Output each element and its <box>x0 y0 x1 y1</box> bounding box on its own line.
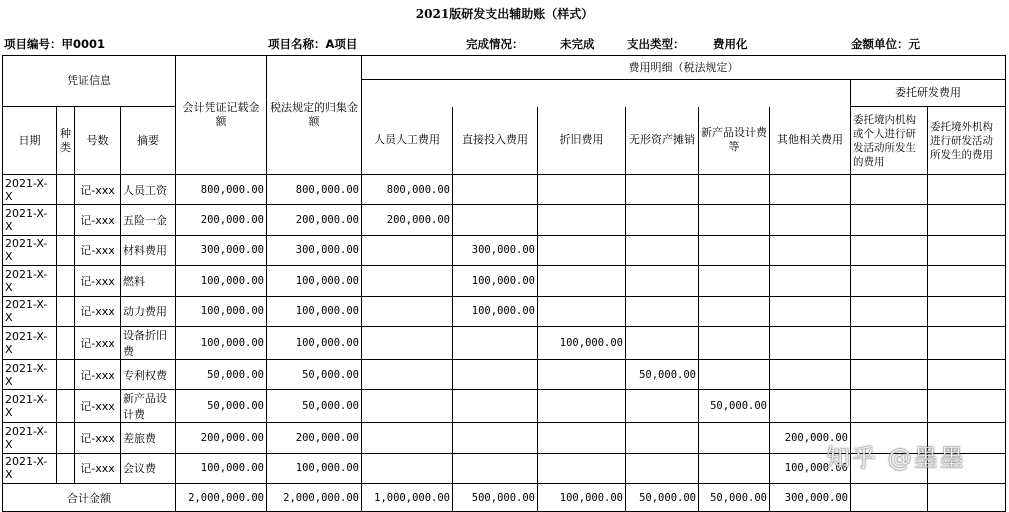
table-row <box>3 296 1006 326</box>
cell-other <box>770 296 851 326</box>
cell-tax-amount: 200,000.00 <box>267 205 362 235</box>
cell-accounting-amount: 100,000.00 <box>176 326 267 359</box>
total-accounting: 2,000,000.00 <box>176 484 267 512</box>
depreciation-header: 折旧费用 <box>538 107 626 175</box>
cell-summary: 燃料 <box>121 266 176 296</box>
cell-number: 记-xxx <box>75 266 121 296</box>
accounting-amount-header: 会计凭证记载金额 <box>176 56 267 175</box>
table-row <box>3 390 1006 423</box>
cell-new-product <box>699 266 770 296</box>
cell-entrusted-domestic <box>851 296 928 326</box>
cell-direct-input: 300,000.00 <box>453 235 538 265</box>
cell-number: 记-xxx <box>75 423 121 453</box>
cell-personnel <box>362 359 453 389</box>
total-depreciation: 100,000.00 <box>538 484 626 512</box>
total-tax: 2,000,000.00 <box>267 484 362 512</box>
cell-entrusted-domestic <box>851 359 928 389</box>
cell-date: 2021-X-X <box>3 296 57 326</box>
cell-accounting-amount: 50,000.00 <box>176 390 267 423</box>
table-row <box>3 235 1006 265</box>
cell-other <box>770 235 851 265</box>
cell-entrusted-foreign <box>928 296 1006 326</box>
cell-kind <box>57 205 75 235</box>
cell-other <box>770 175 851 205</box>
cell-accounting-amount: 100,000.00 <box>176 296 267 326</box>
table-row <box>3 175 1006 205</box>
cell-kind <box>57 390 75 423</box>
kind-header: 种类 <box>57 107 75 175</box>
cell-intangible <box>626 453 699 483</box>
cell-depreciation <box>538 205 626 235</box>
other-expense-header: 其他相关费用 <box>770 107 851 175</box>
cell-new-product <box>699 296 770 326</box>
total-personnel: 1,000,000.00 <box>362 484 453 512</box>
total-direct: 500,000.00 <box>453 484 538 512</box>
cell-other <box>770 205 851 235</box>
cell-direct-input <box>453 205 538 235</box>
cell-kind <box>57 423 75 453</box>
cell-summary: 会议费 <box>121 453 176 483</box>
tax-amount-header: 税法规定的归集金额 <box>267 56 362 175</box>
cell-number: 记-xxx <box>75 359 121 389</box>
cell-entrusted-domestic <box>851 235 928 265</box>
cell-summary: 设备折旧费 <box>121 326 176 359</box>
cell-depreciation <box>538 423 626 453</box>
cell-number: 记-xxx <box>75 296 121 326</box>
personnel-header: 人员人工费用 <box>362 107 453 175</box>
intangible-header: 无形资产摊销 <box>626 107 699 175</box>
table-row <box>3 266 1006 296</box>
total-row <box>3 484 1006 512</box>
cell-depreciation <box>538 235 626 265</box>
total-label: 合计金额 <box>3 484 176 512</box>
cell-number: 记-xxx <box>75 235 121 265</box>
cell-accounting-amount: 100,000.00 <box>176 453 267 483</box>
total-other: 300,000.00 <box>770 484 851 512</box>
watermark: 知乎 @墨墨 <box>826 444 966 472</box>
expense-type-label: 支出类型： <box>627 37 685 51</box>
amount-unit: 金额单位：元 <box>851 37 920 51</box>
cell-entrusted-domestic <box>851 390 928 423</box>
cell-depreciation <box>538 266 626 296</box>
cell-new-product <box>699 423 770 453</box>
cell-entrusted-domestic <box>851 326 928 359</box>
table-row <box>3 205 1006 235</box>
completion-value: 未完成 <box>560 37 595 51</box>
expense-type-value: 费用化 <box>713 37 748 51</box>
cell-kind <box>57 266 75 296</box>
cell-depreciation <box>538 296 626 326</box>
cell-intangible <box>626 326 699 359</box>
cell-new-product <box>699 235 770 265</box>
cell-date: 2021-X-X <box>3 175 57 205</box>
cell-number: 记-xxx <box>75 390 121 423</box>
cell-accounting-amount: 200,000.00 <box>176 205 267 235</box>
total-domestic <box>851 484 928 512</box>
cell-personnel: 800,000.00 <box>362 175 453 205</box>
cell-other: 100,000.00 <box>770 453 851 483</box>
cell-summary: 专利权费 <box>121 359 176 389</box>
cell-direct-input <box>453 390 538 423</box>
cell-tax-amount: 100,000.00 <box>267 453 362 483</box>
cell-depreciation <box>538 390 626 423</box>
cell-entrusted-domestic <box>851 175 928 205</box>
cell-kind <box>57 235 75 265</box>
cell-number: 记-xxx <box>75 453 121 483</box>
date-header: 日期 <box>3 107 57 175</box>
cell-entrusted-foreign <box>928 266 1006 296</box>
cell-kind <box>57 453 75 483</box>
cell-personnel <box>362 326 453 359</box>
cell-summary: 差旅费 <box>121 423 176 453</box>
cell-direct-input <box>453 326 538 359</box>
expense-detail-header: 费用明细（税法规定） <box>362 56 1006 80</box>
cell-other <box>770 326 851 359</box>
cell-accounting-amount: 200,000.00 <box>176 423 267 453</box>
cell-date: 2021-X-X <box>3 359 57 389</box>
cell-accounting-amount: 50,000.00 <box>176 359 267 389</box>
cell-entrusted-foreign <box>928 205 1006 235</box>
cell-accounting-amount: 100,000.00 <box>176 266 267 296</box>
entrusted-header: 委托研发费用 <box>851 80 1006 107</box>
cell-intangible <box>626 235 699 265</box>
cell-accounting-amount: 800,000.00 <box>176 175 267 205</box>
cell-summary: 五险一金 <box>121 205 176 235</box>
page-title: 2021版研发支出辅助账（样式） <box>415 7 594 21</box>
cell-date: 2021-X-X <box>3 235 57 265</box>
table-row <box>3 326 1006 359</box>
cell-personnel <box>362 390 453 423</box>
cell-entrusted-foreign <box>928 359 1006 389</box>
cell-tax-amount: 200,000.00 <box>267 423 362 453</box>
cell-intangible <box>626 205 699 235</box>
cell-intangible <box>626 296 699 326</box>
cell-direct-input <box>453 359 538 389</box>
cell-intangible <box>626 175 699 205</box>
cell-other <box>770 390 851 423</box>
completion-label: 完成情况： <box>466 37 524 51</box>
cell-tax-amount: 300,000.00 <box>267 235 362 265</box>
cell-personnel <box>362 266 453 296</box>
cell-date: 2021-X-X <box>3 423 57 453</box>
cell-date: 2021-X-X <box>3 205 57 235</box>
cell-summary: 动力费用 <box>121 296 176 326</box>
project-number: 项目编号：甲0001 <box>4 37 106 51</box>
cell-date: 2021-X-X <box>3 266 57 296</box>
cell-summary: 人员工资 <box>121 175 176 205</box>
cell-number: 记-xxx <box>75 326 121 359</box>
cell-entrusted-foreign <box>928 390 1006 423</box>
cell-entrusted-domestic <box>851 266 928 296</box>
new-product-header: 新产品设计费等 <box>699 107 770 175</box>
summary-header: 摘要 <box>121 107 176 175</box>
cell-date: 2021-X-X <box>3 453 57 483</box>
cell-kind <box>57 359 75 389</box>
cell-summary: 材料费用 <box>121 235 176 265</box>
table-row <box>3 359 1006 389</box>
cell-other: 200,000.00 <box>770 423 851 453</box>
cell-kind <box>57 326 75 359</box>
cell-direct-input: 100,000.00 <box>453 296 538 326</box>
cell-depreciation <box>538 453 626 483</box>
cell-tax-amount: 50,000.00 <box>267 390 362 423</box>
cell-intangible <box>626 423 699 453</box>
cell-new-product <box>699 359 770 389</box>
cell-tax-amount: 800,000.00 <box>267 175 362 205</box>
entrusted-foreign-header: 委托境外机构进行研发活动所发生的费用 <box>928 107 1006 175</box>
cell-new-product <box>699 453 770 483</box>
cell-depreciation <box>538 359 626 389</box>
cell-new-product <box>699 205 770 235</box>
cell-date: 2021-X-X <box>3 326 57 359</box>
total-new-product: 50,000.00 <box>699 484 770 512</box>
cell-personnel: 200,000.00 <box>362 205 453 235</box>
cell-new-product <box>699 326 770 359</box>
cell-direct-input: 100,000.00 <box>453 266 538 296</box>
cell-personnel <box>362 423 453 453</box>
cell-tax-amount: 100,000.00 <box>267 266 362 296</box>
cell-other <box>770 266 851 296</box>
cell-direct-input <box>453 175 538 205</box>
cell-personnel <box>362 296 453 326</box>
cell-kind <box>57 296 75 326</box>
cell-entrusted-foreign <box>928 175 1006 205</box>
cell-intangible: 50,000.00 <box>626 359 699 389</box>
cell-tax-amount: 100,000.00 <box>267 296 362 326</box>
cell-personnel <box>362 235 453 265</box>
expense-detail-spacer <box>362 80 851 107</box>
project-name: 项目名称：A项目 <box>268 37 358 51</box>
cell-tax-amount: 50,000.00 <box>267 359 362 389</box>
cell-date: 2021-X-X <box>3 390 57 423</box>
cell-entrusted-foreign <box>928 326 1006 359</box>
cell-number: 记-xxx <box>75 175 121 205</box>
total-foreign <box>928 484 1006 512</box>
cell-depreciation: 100,000.00 <box>538 326 626 359</box>
total-intangible: 50,000.00 <box>626 484 699 512</box>
cell-entrusted-foreign <box>928 235 1006 265</box>
cell-tax-amount: 100,000.00 <box>267 326 362 359</box>
cell-depreciation <box>538 175 626 205</box>
cell-intangible <box>626 390 699 423</box>
cell-intangible <box>626 266 699 296</box>
number-header: 号数 <box>75 107 121 175</box>
cell-direct-input <box>453 423 538 453</box>
cell-new-product: 50,000.00 <box>699 390 770 423</box>
cell-accounting-amount: 300,000.00 <box>176 235 267 265</box>
cell-summary: 新产品设计费 <box>121 390 176 423</box>
cell-new-product <box>699 175 770 205</box>
cell-number: 记-xxx <box>75 205 121 235</box>
cell-direct-input <box>453 453 538 483</box>
cell-kind <box>57 175 75 205</box>
direct-input-header: 直接投入费用 <box>453 107 538 175</box>
cell-entrusted-domestic <box>851 205 928 235</box>
cell-other <box>770 359 851 389</box>
entrusted-domestic-header: 委托境内机构或个人进行研发活动所发生的费用 <box>851 107 928 175</box>
voucher-info-header: 凭证信息 <box>3 56 176 107</box>
cell-personnel <box>362 453 453 483</box>
